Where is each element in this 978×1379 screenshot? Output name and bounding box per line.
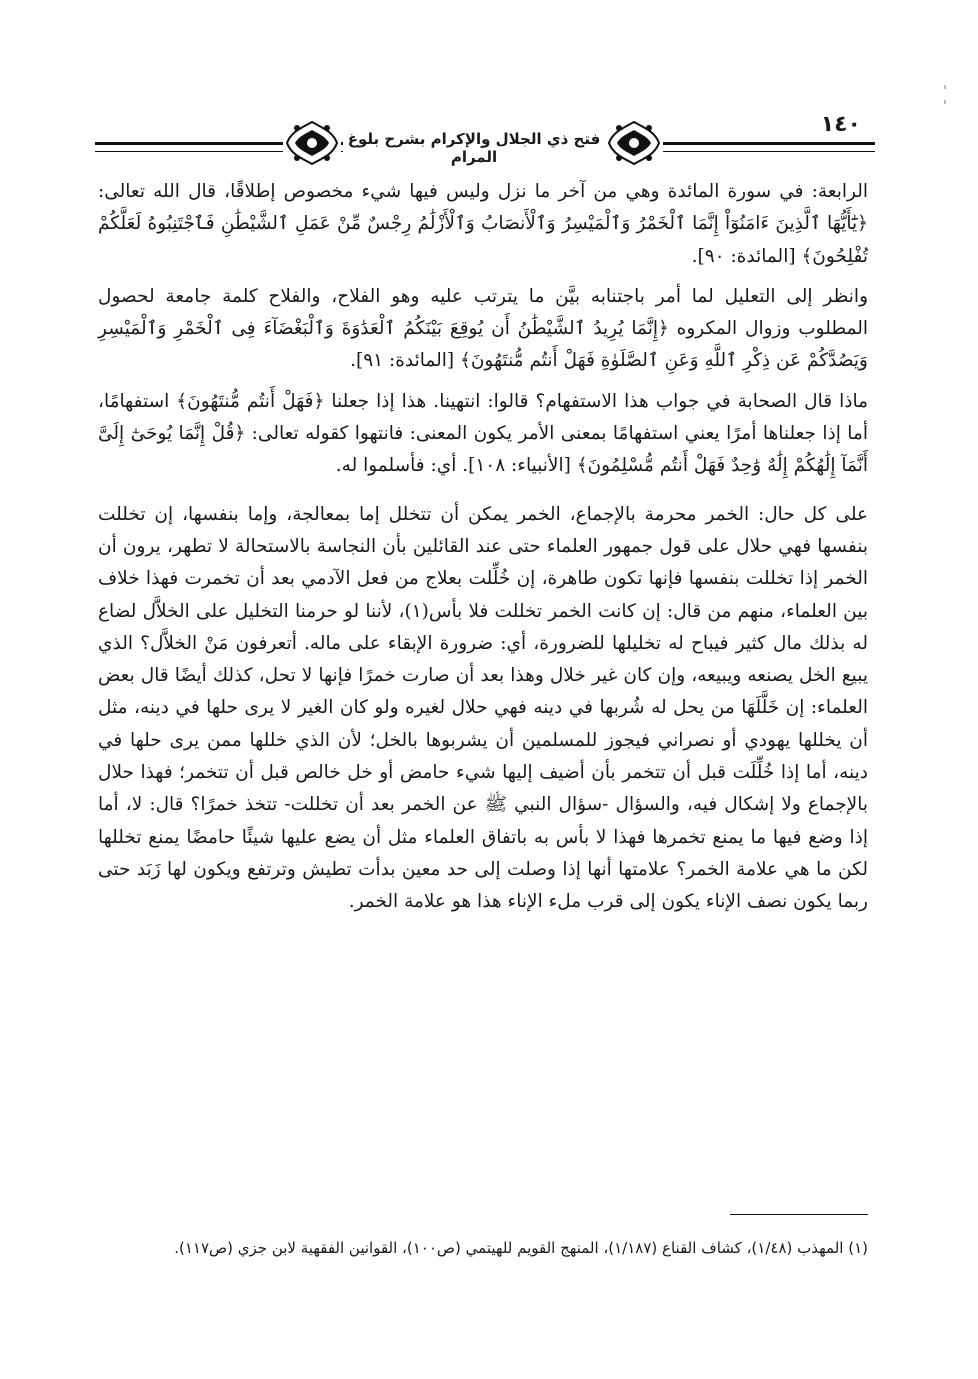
ornament-icon [605,118,663,168]
ornament-icon [283,118,341,168]
margin-mark [944,100,946,104]
paragraph: الرابعة: في سورة المائدة وهي من آخر ما نزل وليس فيها شيء مخصوص إطلاقًا، قال الله تعالى: ﴿يَٰٓأَيُّهَا ٱلَّذِينَ ءَامَنُوٓاْ إِنَّمَا ٱلْخَمْرُ وَٱلْمَيْسِرُ وَٱلْأَنصَابُ وَٱلْأَزْلَٰمُ رِجْسٌ مِّنْ عَمَلِ ٱلشَّيْطَٰنِ فَٱجْتَنِبُوهُ لَعَلَّكُمْ تُفْلِحُونَ﴾ [المائدة: ٩٠]. [98,181,868,267]
footnotes [98,1234,868,1262]
footnote: (١) المهذب (١/٤٨)، كشاف القناع (١/١٨٧)، المنهج القويم للهيتمي (ص١٠٠)، القوانين الفقهية لابن جزي (ص١١٧). [174,1239,868,1257]
footnote-divider [730,1214,868,1215]
paragraph: وانظر إلى التعليل لما أمر باجتنابه بيَّن ما يترتب عليه وهو الفلاح، والفلاح كلمة جامعة لحصول المطلوب وزوال المكروه ﴿إِنَّمَا يُرِيدُ ٱلشَّيْطَٰنُ أَن يُوقِعَ بَيْنَكُمُ ٱلْعَدَٰوَةَ وَٱلْبَغْضَآءَ فِى ٱلْخَمْرِ وَٱلْمَيْسِرِ وَيَصُدَّكُمْ عَن ذِكْرِ ٱللَّهِ وَعَنِ ٱلصَّلَوٰةِ فَهَلْ أَنتُم مُّنتَهُونَ﴾ [المائدة: ٩١]. [98,285,868,372]
page-number: ١٤٠ [815,112,867,137]
paragraph: على كل حال: الخمر محرمة بالإجماع، الخمر يمكن أن تتخلل إما بمعالجة، وإما بنفسها، إن تخللت بنفسها فهي حلال على قول جمهور العلماء حتى عند القائلين بأن النجاسة بالاستحالة لا تطهر، يرون أن الخمر إذا تخللت بنفسها فإنها تكون طاهرة، إن خُلِّلت بعلاج من فعل الآدمي بعد أن تخمرت فهذا خلاف بين العلماء، منهم من قال: إن كانت الخمر تخللت فلا بأس(١)، لأننا لو حرمنا التخليل على الخلاَّل لضاع له بذلك مال كثير فيباح له تخليلها للضرورة، أي: ضرورة الإبقاء على ماله. أتعرفون مَنْ الخلاَّل؟ الذي يبيع الخل يصنعه ويبيعه، وإن كان غير خلال وهذا بعد أن صارت خمرًا فإنها لا تحل، كذلك أيضًا قال بعض العلماء: إن خَلَّلَهَا من يحل له شُربها في دينه فهي حلال لغيره ولو كان الغير لا يرى حلها في دينه، مثل أن يخللها يهودي أو نصراني فيجوز للمسلمين أن يشربوها بالخل؛ لأن الذي خللها ممن يرى حلها في دينه، أما إذا خُلِّلَت قبل أن تتخمر بأن أضيف إليها شيء حامض أو خل خالص قبل أن تتخمر؛ فهذا حلال بالإجماع ولا إشكال فيه، والسؤال -سؤال النبي ﷺ عن الخمر بعد أن تخللت- تتخذ خمرًا؟ قال: لا، أما إذا وضع فيها ما يمنع تخمرها فهذا لا بأس به باتفاق العلماء مثل أن يضع عليها شيئًا حامضًا يمنع تخللها لكن ما هي علامة الخمر؟ علامتها أنها إذا وصلت إلى حد معين بدأت تطيش وترتفع ويكون لها زَبَد حتى ربما يكون نصف الإناء يكون إلى قرب ملء الإناء هذا هو علامة الخمر. [98,503,868,913]
page-header [95,112,875,168]
running-title: فتح ذي الجلال والإكرام بشرح بلوغ المرام [343,130,605,166]
main-text [98,176,868,927]
margin-mark [944,85,946,89]
paragraph: ماذا قال الصحابة في جواب هذا الاستفهام؟ قالوا: انتهينا. هذا إذا جعلنا ﴿فَهَلْ أَنتُم مُّنتَهُونَ﴾ استفهامًا، أما إذا جعلناها أمرًا يعني استفهامًا بمعنى الأمر يكون المعنى: فانتهوا كقوله تعالى: ﴿قُلْ إِنَّمَا يُوحَىٰٓ إِلَىَّ أَنَّمَآ إِلَٰهُكُمْ إِلَٰهٌ وَٰحِدٌ فَهَلْ أَنتُم مُّسْلِمُونَ﴾ [الأنبياء: ١٠٨]. أي: فأسلموا له. [98,390,869,477]
